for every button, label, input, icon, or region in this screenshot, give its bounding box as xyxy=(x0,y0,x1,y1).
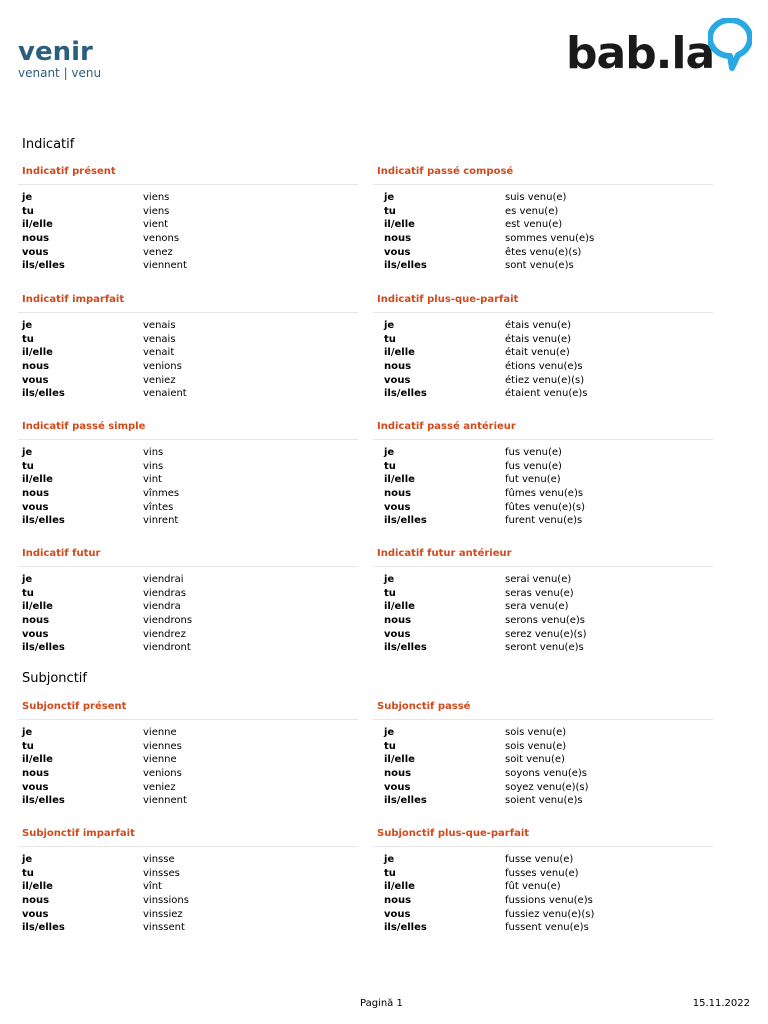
conjugation-row xyxy=(377,246,713,260)
conjugated-form: fussions venu(e)s xyxy=(505,895,593,907)
pronoun: ils/elles xyxy=(384,922,427,934)
divider xyxy=(18,439,358,440)
conjugation-row xyxy=(22,641,358,655)
conjugation-row xyxy=(22,573,358,587)
conjugation-row xyxy=(22,360,358,374)
conjugation-row xyxy=(377,360,713,374)
pronoun: je xyxy=(22,574,33,585)
section-title-indicatif: Indicatif xyxy=(22,137,75,152)
pronoun: tu xyxy=(384,587,396,599)
pronoun: je xyxy=(384,727,395,738)
pronoun: vous xyxy=(22,628,49,640)
tense-title: Indicatif passé antérieur xyxy=(377,421,516,432)
conjugated-form: serez venu(e)(s) xyxy=(505,628,587,640)
divider xyxy=(18,719,358,720)
conjugation-row xyxy=(377,908,713,922)
conjugation-row xyxy=(377,600,713,614)
conjugation-row xyxy=(22,514,358,528)
conjugated-form: vinssiez xyxy=(143,908,183,920)
conjugated-form: fût venu(e) xyxy=(505,881,561,893)
divider xyxy=(18,846,358,847)
pronoun: tu xyxy=(384,205,396,217)
tense-ind-present xyxy=(22,164,358,273)
conjugation-row xyxy=(22,753,358,767)
pronoun: ils/elles xyxy=(22,388,65,400)
conjugation-row xyxy=(22,374,358,388)
conjugation-row xyxy=(377,460,713,474)
pronoun: il/elle xyxy=(384,881,415,893)
pronoun: il/elle xyxy=(384,474,415,486)
conjugated-form: sont venu(e)s xyxy=(505,260,574,272)
conjugation-row xyxy=(377,487,713,501)
conjugated-form: venions xyxy=(143,361,182,373)
conjugation-list xyxy=(22,573,358,655)
conjugation-row xyxy=(22,259,358,273)
conjugation-row xyxy=(377,259,713,273)
conjugated-form: vint xyxy=(143,474,162,486)
conjugated-form: soyons venu(e)s xyxy=(505,768,588,780)
conjugation-row xyxy=(22,880,358,894)
conjugated-form: viendrons xyxy=(143,615,193,627)
conjugation-row xyxy=(22,346,358,360)
conjugated-form: viennent xyxy=(143,260,187,272)
conjugation-row xyxy=(377,191,713,205)
conjugation-row xyxy=(22,921,358,935)
pronoun: il/elle xyxy=(22,881,53,893)
conjugation-row xyxy=(22,319,358,333)
verb-header xyxy=(18,38,101,80)
conjugation-list xyxy=(22,446,358,528)
conjugation-row xyxy=(22,894,358,908)
conjugated-form: viens xyxy=(143,192,170,203)
conjugated-form: est venu(e) xyxy=(505,219,563,231)
conjugation-row xyxy=(22,628,358,642)
pronoun: ils/elles xyxy=(384,515,427,527)
pronoun: vous xyxy=(384,781,411,793)
pronoun: ils/elles xyxy=(384,642,427,654)
pronoun: il/elle xyxy=(384,754,415,766)
conjugated-form: vînt xyxy=(143,881,162,893)
pronoun: nous xyxy=(384,768,412,780)
conjugated-form: veniez xyxy=(143,781,176,793)
divider xyxy=(373,566,713,567)
conjugated-form: veniez xyxy=(143,374,176,386)
pronoun: il/elle xyxy=(22,601,53,613)
conjugation-list xyxy=(377,191,713,273)
verb-participles: venant | venu xyxy=(18,66,102,80)
conjugated-form: fut venu(e) xyxy=(505,474,561,486)
footer-date: 15.11.2022 xyxy=(692,998,750,1009)
conjugation-row xyxy=(22,473,358,487)
divider xyxy=(373,312,713,313)
conjugation-row xyxy=(377,587,713,601)
conjugated-form: sommes venu(e)s xyxy=(505,233,595,245)
pronoun: nous xyxy=(384,233,412,245)
conjugated-form: es venu(e) xyxy=(505,205,559,217)
conjugation-row xyxy=(377,346,713,360)
conjugated-form: venons xyxy=(143,233,180,245)
conjugation-row xyxy=(22,487,358,501)
pronoun: vous xyxy=(384,628,411,640)
verb-title: venir xyxy=(18,37,93,67)
conjugated-form: fusse venu(e) xyxy=(505,854,574,865)
conjugated-form: fûtes venu(e)(s) xyxy=(505,501,586,513)
conjugated-form: vîntes xyxy=(143,501,174,513)
pronoun: vous xyxy=(22,374,49,386)
tense-ind-passe-compose xyxy=(377,164,713,273)
conjugated-form: vinssent xyxy=(143,922,185,934)
conjugated-form: vins xyxy=(143,460,164,472)
conjugation-list xyxy=(22,191,358,273)
conjugation-row xyxy=(22,867,358,881)
conjugated-form: vinrent xyxy=(143,515,179,527)
conjugated-form: étais venu(e) xyxy=(505,320,572,331)
pronoun: ils/elles xyxy=(22,515,65,527)
pronoun: ils/elles xyxy=(22,922,65,934)
tense-title: Indicatif futur antérieur xyxy=(377,548,512,559)
tense-title: Subjonctif passé xyxy=(377,701,471,712)
pronoun: je xyxy=(22,854,33,865)
divider xyxy=(373,846,713,847)
conjugated-form: vinssions xyxy=(143,895,189,907)
conjugated-form: étiez venu(e)(s) xyxy=(505,374,585,386)
conjugation-row xyxy=(377,880,713,894)
conjugated-form: êtes venu(e)(s) xyxy=(505,246,582,258)
pronoun: vous xyxy=(384,246,411,258)
conjugation-row xyxy=(377,205,713,219)
pronoun: vous xyxy=(22,501,49,513)
conjugated-form: venez xyxy=(143,246,173,258)
conjugated-form: suis venu(e) xyxy=(505,192,567,203)
tense-title: Subjonctif plus-que-parfait xyxy=(377,828,530,839)
pronoun: nous xyxy=(22,488,50,500)
conjugation-list xyxy=(377,319,713,401)
conjugation-row xyxy=(377,514,713,528)
conjugation-row xyxy=(22,794,358,808)
conjugated-form: fus venu(e) xyxy=(505,460,562,472)
conjugated-form: fussent venu(e)s xyxy=(505,922,589,934)
conjugation-list xyxy=(22,853,358,935)
footer-page-number: Pagină 1 xyxy=(360,998,403,1009)
section-title-subjonctif: Subjonctif xyxy=(22,671,87,686)
pronoun: je xyxy=(384,320,395,331)
conjugation-row xyxy=(22,446,358,460)
pronoun: nous xyxy=(384,488,412,500)
conjugated-form: fusses venu(e) xyxy=(505,867,579,879)
conjugation-row xyxy=(22,587,358,601)
pronoun: il/elle xyxy=(22,474,53,486)
pronoun: nous xyxy=(384,361,412,373)
conjugation-row xyxy=(22,460,358,474)
conjugated-form: viennent xyxy=(143,795,187,807)
divider xyxy=(373,719,713,720)
conjugated-form: viendras xyxy=(143,587,186,599)
conjugation-row xyxy=(22,740,358,754)
conjugated-form: soit venu(e) xyxy=(505,754,565,766)
tense-sub-present xyxy=(22,699,358,808)
pronoun: je xyxy=(384,854,395,865)
tense-title: Subjonctif imparfait xyxy=(22,828,135,839)
pronoun: nous xyxy=(22,768,50,780)
conjugation-row xyxy=(22,205,358,219)
conjugation-row xyxy=(377,333,713,347)
divider xyxy=(373,439,713,440)
pronoun: je xyxy=(22,727,33,738)
pronoun: tu xyxy=(22,867,34,879)
conjugation-row xyxy=(22,726,358,740)
conjugation-row xyxy=(377,781,713,795)
tense-title: Indicatif futur xyxy=(22,548,101,559)
conjugation-row xyxy=(22,614,358,628)
conjugated-form: fûmes venu(e)s xyxy=(505,488,584,500)
tense-title: Subjonctif présent xyxy=(22,701,127,712)
logo-text: bab.la xyxy=(566,28,715,79)
conjugation-row xyxy=(22,781,358,795)
pronoun: nous xyxy=(22,615,50,627)
pronoun: nous xyxy=(22,895,50,907)
pronoun: nous xyxy=(384,895,412,907)
pronoun: il/elle xyxy=(384,347,415,359)
tense-title: Indicatif passé composé xyxy=(377,166,514,177)
pronoun: vous xyxy=(384,374,411,386)
conjugation-row xyxy=(22,853,358,867)
conjugation-row xyxy=(22,333,358,347)
conjugated-form: serai venu(e) xyxy=(505,574,572,585)
conjugated-form: fus venu(e) xyxy=(505,447,562,458)
tense-ind-plus-que-parfait xyxy=(377,292,713,401)
conjugation-list xyxy=(377,726,713,808)
pronoun: tu xyxy=(384,460,396,472)
pronoun: ils/elles xyxy=(384,260,427,272)
pronoun: ils/elles xyxy=(22,260,65,272)
divider xyxy=(18,184,358,185)
conjugation-list xyxy=(377,573,713,655)
conjugated-form: vins xyxy=(143,447,164,458)
pronoun: tu xyxy=(384,740,396,752)
conjugation-row xyxy=(377,853,713,867)
conjugated-form: étais venu(e) xyxy=(505,333,572,345)
divider xyxy=(18,312,358,313)
divider xyxy=(18,566,358,567)
conjugated-form: venais xyxy=(143,320,176,331)
conjugation-row xyxy=(22,218,358,232)
conjugation-list xyxy=(22,319,358,401)
conjugation-list xyxy=(377,853,713,935)
pronoun: vous xyxy=(384,501,411,513)
conjugation-row xyxy=(22,387,358,401)
pronoun: vous xyxy=(22,908,49,920)
conjugated-form: seras venu(e) xyxy=(505,587,574,599)
pronoun: ils/elles xyxy=(22,795,65,807)
pronoun: tu xyxy=(22,333,34,345)
conjugated-form: viendrez xyxy=(143,628,186,640)
tense-ind-imparfait xyxy=(22,292,358,401)
conjugated-form: venions xyxy=(143,768,182,780)
pronoun: je xyxy=(384,447,395,458)
tense-title: Indicatif passé simple xyxy=(22,421,146,432)
conjugated-form: viens xyxy=(143,205,170,217)
pronoun: tu xyxy=(22,460,34,472)
conjugation-row xyxy=(377,573,713,587)
conjugation-row xyxy=(377,218,713,232)
pronoun: ils/elles xyxy=(22,642,65,654)
pronoun: nous xyxy=(22,233,50,245)
conjugated-form: étions venu(e)s xyxy=(505,361,583,373)
pronoun: il/elle xyxy=(22,754,53,766)
babla-logo xyxy=(566,18,756,82)
tense-title: Indicatif plus-que-parfait xyxy=(377,294,519,305)
conjugated-form: sois venu(e) xyxy=(505,727,567,738)
tense-sub-plus-que-parfait xyxy=(377,826,713,935)
pronoun: ils/elles xyxy=(384,795,427,807)
conjugation-row xyxy=(377,794,713,808)
conjugated-form: sois venu(e) xyxy=(505,740,567,752)
conjugation-row xyxy=(377,501,713,515)
conjugated-form: soyez venu(e)(s) xyxy=(505,781,589,793)
conjugation-row xyxy=(377,753,713,767)
conjugated-form: viendrai xyxy=(143,574,184,585)
conjugated-form: venait xyxy=(143,347,175,359)
conjugated-form: venais xyxy=(143,333,176,345)
conjugated-form: vienne xyxy=(143,727,177,738)
conjugated-form: furent venu(e)s xyxy=(505,515,583,527)
conjugated-form: soient venu(e)s xyxy=(505,795,583,807)
conjugation-row xyxy=(22,600,358,614)
conjugation-row xyxy=(22,908,358,922)
conjugation-row xyxy=(22,501,358,515)
conjugated-form: viendra xyxy=(143,601,181,613)
pronoun: vous xyxy=(384,908,411,920)
conjugation-row xyxy=(22,246,358,260)
conjugated-form: était venu(e) xyxy=(505,347,570,359)
conjugation-row xyxy=(377,740,713,754)
divider xyxy=(373,184,713,185)
pronoun: tu xyxy=(22,740,34,752)
tense-ind-passe-anterieur xyxy=(377,419,713,528)
pronoun: nous xyxy=(384,615,412,627)
conjugated-form: viennes xyxy=(143,740,182,752)
pronoun: tu xyxy=(22,205,34,217)
tense-ind-passe-simple xyxy=(22,419,358,528)
tense-ind-futur xyxy=(22,546,358,655)
pronoun: je xyxy=(384,574,395,585)
pronoun: nous xyxy=(22,361,50,373)
conjugation-row xyxy=(377,473,713,487)
pronoun: vous xyxy=(22,781,49,793)
pronoun: tu xyxy=(384,333,396,345)
conjugation-row xyxy=(22,191,358,205)
tense-sub-imparfait xyxy=(22,826,358,935)
pronoun: je xyxy=(384,192,395,203)
pronoun: tu xyxy=(384,867,396,879)
pronoun: il/elle xyxy=(384,219,415,231)
speech-bubble-icon xyxy=(708,18,752,78)
tense-sub-passe xyxy=(377,699,713,808)
conjugation-row xyxy=(22,767,358,781)
conjugation-row xyxy=(22,232,358,246)
pronoun: je xyxy=(22,320,33,331)
pronoun: je xyxy=(22,192,33,203)
conjugation-row xyxy=(377,921,713,935)
conjugation-list xyxy=(377,446,713,528)
conjugation-row xyxy=(377,232,713,246)
conjugated-form: sera venu(e) xyxy=(505,601,569,613)
pronoun: vous xyxy=(22,246,49,258)
conjugated-form: étaient venu(e)s xyxy=(505,388,588,400)
conjugated-form: vienne xyxy=(143,754,177,766)
conjugated-form: serons venu(e)s xyxy=(505,615,586,627)
conjugated-form: vînmes xyxy=(143,488,180,500)
conjugation-row xyxy=(377,614,713,628)
conjugation-row xyxy=(377,374,713,388)
conjugation-row xyxy=(377,319,713,333)
conjugation-list xyxy=(22,726,358,808)
conjugation-row xyxy=(377,867,713,881)
tense-title: Indicatif présent xyxy=(22,166,116,177)
conjugation-row xyxy=(377,641,713,655)
tense-ind-futur-anterieur xyxy=(377,546,713,655)
pronoun: il/elle xyxy=(22,347,53,359)
tense-title: Indicatif imparfait xyxy=(22,294,125,305)
conjugation-row xyxy=(377,387,713,401)
pronoun: il/elle xyxy=(22,219,53,231)
pronoun: je xyxy=(22,447,33,458)
conjugated-form: vinsse xyxy=(143,854,175,865)
conjugation-row xyxy=(377,726,713,740)
conjugated-form: vinsses xyxy=(143,867,180,879)
pronoun: il/elle xyxy=(384,601,415,613)
pronoun: ils/elles xyxy=(384,388,427,400)
conjugation-row xyxy=(377,628,713,642)
conjugated-form: viendront xyxy=(143,642,191,654)
conjugation-row xyxy=(377,767,713,781)
conjugated-form: fussiez venu(e)(s) xyxy=(505,908,595,920)
pronoun: tu xyxy=(22,587,34,599)
conjugated-form: vient xyxy=(143,219,169,231)
conjugation-row xyxy=(377,894,713,908)
conjugated-form: venaient xyxy=(143,388,187,400)
conjugation-row xyxy=(377,446,713,460)
conjugated-form: seront venu(e)s xyxy=(505,642,584,654)
